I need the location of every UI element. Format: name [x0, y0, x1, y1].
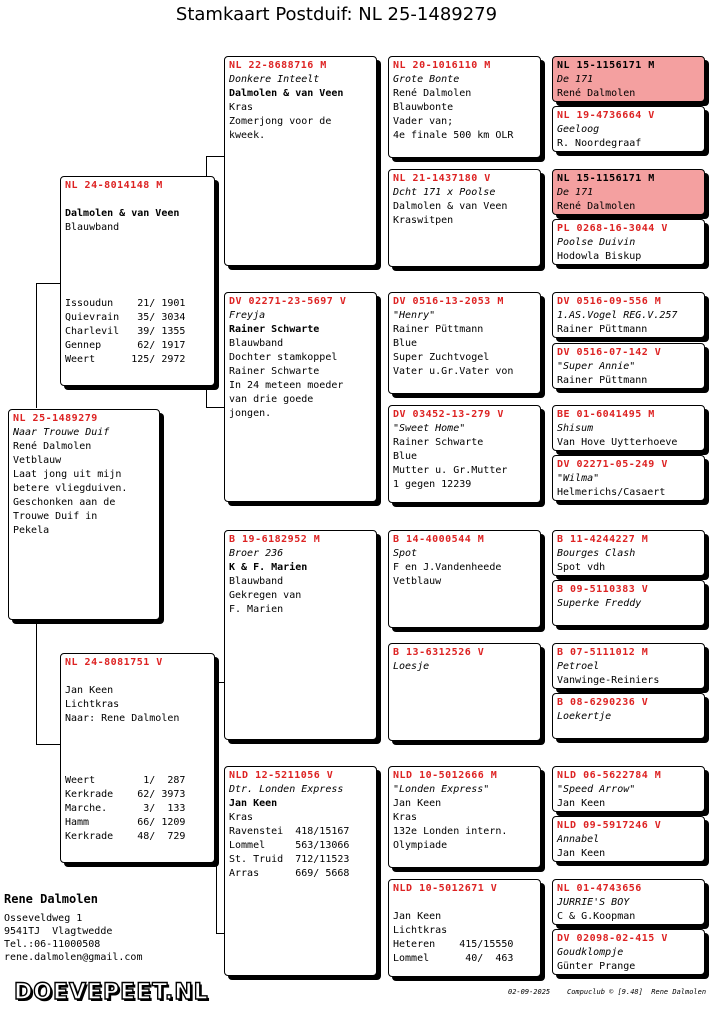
- owner-name: Rene Dalmolen: [4, 892, 98, 906]
- race-result: Hamm 66/ 1209: [65, 817, 186, 828]
- info-line: Vetblauw: [393, 576, 442, 587]
- ring-number: DV 0516-09-556 M: [557, 296, 662, 307]
- info-line: Trouwe Duif in: [13, 511, 98, 522]
- info-line: Lichtkras: [65, 699, 120, 710]
- info-line: Super Zuchtvogel: [393, 352, 490, 363]
- pigeon-name: 1.AS.Vogel REG.V.257: [557, 310, 678, 321]
- ring-number: NLD 09-5917246 V: [557, 820, 662, 831]
- race-result: Marche. 3/ 133: [65, 803, 186, 814]
- info-line: Blue: [393, 451, 418, 462]
- info-line: Dochter stamkoppel: [229, 352, 338, 363]
- info-line: 1 gegen 12239: [393, 479, 472, 490]
- pigeon-name: Shisum: [557, 423, 594, 434]
- ring-number: NL 25-1489279: [13, 413, 98, 424]
- ring-number: NL 20-1016110 M: [393, 60, 491, 71]
- pigeon-name: "Henry": [393, 310, 436, 321]
- breeder: Jan Keen: [557, 798, 606, 809]
- ring-number: DV 02271-05-249 V: [557, 459, 668, 470]
- race-result: Weert 1/ 287: [65, 775, 186, 786]
- owner-info: [4, 892, 142, 964]
- pigeon-name: Dcht 171 x Poolse: [393, 187, 496, 198]
- race-result: Quievrain 35/ 3034: [65, 312, 186, 323]
- owner-email: rene.dalmolen@gmail.com: [4, 952, 143, 963]
- info-line: Gekregen van: [229, 590, 302, 601]
- breeder: Rainer Schwarte: [229, 324, 320, 335]
- ring-number: B 11-4244227 M: [557, 534, 649, 545]
- ring-number: NLD 10-5012666 M: [393, 770, 498, 781]
- race-result: Issoudun 21/ 1901: [65, 298, 186, 309]
- info-line: Laat jong uit mijn: [13, 469, 122, 480]
- ring-number: NL 24-8081751 V: [65, 657, 163, 668]
- info-line: Blauwband: [65, 222, 120, 233]
- gggp-card[interactable]: [552, 929, 705, 975]
- ring-number: B 19-6182952 M: [229, 534, 321, 545]
- info-line: Olympiade: [393, 840, 448, 851]
- gggp-card[interactable]: [552, 219, 705, 265]
- info-line: Geschonken aan de: [13, 497, 116, 508]
- ring-number: NL 15-1156171 M: [557, 60, 655, 71]
- info-line: Blauwbonte: [393, 102, 454, 113]
- breeder: René Dalmolen: [393, 88, 472, 99]
- ring-number: DV 03452-13-279 V: [393, 409, 504, 420]
- race-result: Lommel 40/ 463: [393, 953, 514, 964]
- pigeon-name: "Wilma": [557, 473, 600, 484]
- gggp-card[interactable]: [552, 455, 705, 501]
- great-grandparent-card[interactable]: [388, 292, 541, 394]
- pigeon-name: Broer 236: [229, 548, 284, 559]
- gggp-card[interactable]: [552, 580, 705, 626]
- ring-number: DV 0516-07-142 V: [557, 347, 662, 358]
- ring-number: B 07-5111012 M: [557, 647, 649, 658]
- ring-number: DV 02098-02-415 V: [557, 933, 668, 944]
- info-line: jongen.: [229, 408, 272, 419]
- pigeon-name: Annabel: [557, 834, 600, 845]
- breeder: Jan Keen: [393, 911, 442, 922]
- pigeon-name: "Super Annie": [557, 361, 636, 372]
- breeder: Jan Keen: [229, 798, 278, 809]
- pigeon-name: Superke Freddy: [557, 598, 642, 609]
- info-line: Kras: [393, 812, 418, 823]
- great-grandparent-card[interactable]: [388, 643, 541, 741]
- gggp-card[interactable]: [552, 169, 705, 215]
- ring-number: NL 21-1437180 V: [393, 173, 491, 184]
- pigeon-name: Grote Bonte: [393, 74, 460, 85]
- info-line: Vater u.Gr.Vater von: [393, 366, 514, 377]
- race-result: Ravenstei 418/15167: [229, 826, 350, 837]
- race-result: Kerkrade 48/ 729: [65, 831, 186, 842]
- ring-number: NL 24-8014148 M: [65, 180, 163, 191]
- ring-number: B 14-4000544 M: [393, 534, 485, 545]
- ring-number: BE 01-6041495 M: [557, 409, 655, 420]
- ring-number: NL 15-1156171 M: [557, 173, 655, 184]
- breeder: Rainer Püttmann: [393, 324, 484, 335]
- ring-number: DV 02271-23-5697 V: [229, 296, 347, 307]
- subject-card[interactable]: [8, 409, 160, 620]
- gggp-card[interactable]: [552, 106, 705, 152]
- great-grandparent-card[interactable]: [388, 766, 541, 868]
- breeder: Rainer Püttmann: [557, 375, 648, 386]
- ring-number: NLD 06-5622784 M: [557, 770, 662, 781]
- breeder: K & F. Marien: [229, 562, 308, 573]
- great-grandparent-card[interactable]: [388, 169, 541, 267]
- info-line: kweek.: [229, 130, 266, 141]
- connector: [36, 283, 61, 408]
- pigeon-name: Dtr. Londen Express: [229, 784, 344, 795]
- pigeon-name: Loekertje: [557, 711, 612, 722]
- info-line: 4e finale 500 km OLR: [393, 130, 514, 141]
- info-line: Blue: [393, 338, 418, 349]
- breeder: Jan Keen: [557, 848, 606, 859]
- pigeon-name: "Londen Express": [393, 784, 490, 795]
- gggp-card[interactable]: [552, 405, 705, 451]
- owner-phone: Tel.:06-11000508: [4, 939, 101, 950]
- info-line: Kraswitpen: [393, 215, 454, 226]
- pigeon-name: "Sweet Home": [393, 423, 466, 434]
- mother-card[interactable]: [60, 653, 215, 863]
- ring-number: NLD 12-5211056 V: [229, 770, 334, 781]
- breeder: Günter Prange: [557, 961, 636, 972]
- info-line: betere vliegduiven.: [13, 483, 128, 494]
- ring-number: DV 0516-13-2053 M: [393, 296, 504, 307]
- ring-number: B 09-5110383 V: [557, 584, 649, 595]
- pigeon-name: Donkere Inteelt: [229, 74, 320, 85]
- breeder: Jan Keen: [393, 798, 442, 809]
- breeder: Dalmolen & van Veen: [229, 88, 344, 99]
- breeder: C & G.Koopman: [557, 911, 636, 922]
- info-line: Mutter u. Gr.Mutter: [393, 465, 508, 476]
- info-line: In 24 meteen moeder: [229, 380, 344, 391]
- footer-text: 02-09-2025 Compuclub © [9.48] Rene Dalmolen: [508, 988, 707, 996]
- race-result: Weert 125/ 2972: [65, 354, 186, 365]
- info-line: Blauwband: [229, 338, 284, 349]
- gggp-card[interactable]: [552, 879, 705, 925]
- breeder: Dalmolen & van Veen: [393, 201, 508, 212]
- great-grandparent-card[interactable]: [388, 56, 541, 158]
- gggp-card[interactable]: [552, 816, 705, 862]
- info-line: Naar: Rene Dalmolen: [65, 713, 180, 724]
- race-result: Gennep 62/ 1917: [65, 340, 186, 351]
- breeder: R. Noordegraaf: [557, 138, 642, 149]
- gggp-card[interactable]: [552, 530, 705, 576]
- gggp-card[interactable]: [552, 643, 705, 689]
- pigeon-name: Loesje: [393, 661, 430, 672]
- gggp-card[interactable]: [552, 693, 705, 739]
- pigeon-name: Poolse Duivin: [557, 237, 636, 248]
- grandparent-card[interactable]: [224, 56, 377, 266]
- pigeon-name: JURRIE'S BOY: [557, 897, 630, 908]
- breeder: Vanwinge-Reiniers: [557, 675, 660, 686]
- breeder: F en J.Vandenheede: [393, 562, 502, 573]
- race-result: Charlevil 39/ 1355: [65, 326, 186, 337]
- great-grandparent-card[interactable]: [388, 405, 541, 503]
- race-result: St. Truid 712/11523: [229, 854, 350, 865]
- info-line: Zomerjong voor de: [229, 116, 332, 127]
- info-line: Blauwband: [229, 576, 284, 587]
- breeder: René Dalmolen: [557, 88, 636, 99]
- gggp-card[interactable]: [552, 56, 705, 102]
- ring-number: PL 0268-16-3044 V: [557, 223, 668, 234]
- ring-number: NL 01-4743656: [557, 883, 642, 894]
- pigeon-name: Bourges Clash: [557, 548, 636, 559]
- pigeon-name: De 171: [557, 187, 594, 198]
- breeder: René Dalmolen: [13, 441, 92, 452]
- race-result: Arras 669/ 5668: [229, 868, 350, 879]
- owner-address: Osseveldweg 1: [4, 913, 83, 924]
- info-line: 132e Londen intern.: [393, 826, 508, 837]
- breeder: Helmerichs/Casaert: [557, 487, 666, 498]
- great-grandparent-card[interactable]: [388, 879, 541, 977]
- info-line: Kras: [229, 102, 254, 113]
- gggp-card[interactable]: [552, 343, 705, 389]
- breeder: Van Hove Uytterhoeve: [557, 437, 678, 448]
- pigeon-name: De 171: [557, 74, 594, 85]
- pigeon-name: Spot: [393, 548, 418, 559]
- page-title: Stamkaart Postduif: NL 25-1489279: [175, 4, 498, 25]
- info-line: Kras: [229, 812, 254, 823]
- info-line: Lichtkras: [393, 925, 448, 936]
- great-grandparent-card[interactable]: [388, 530, 541, 628]
- race-result: Heteren 415/15550: [393, 939, 514, 950]
- race-result: Lommel 563/13066: [229, 840, 350, 851]
- pigeon-name: Goudklompje: [557, 947, 624, 958]
- father-card[interactable]: [60, 176, 215, 386]
- info-line: Vetblauw: [13, 455, 62, 466]
- owner-postal: 9541TJ Vlagtwedde: [4, 926, 113, 937]
- breeder: Spot vdh: [557, 562, 606, 573]
- grandparent-card[interactable]: [224, 292, 377, 502]
- pigeon-name: Petroel: [557, 661, 600, 672]
- breeder: Jan Keen: [65, 685, 114, 696]
- brand-logo: DOEVEPEET.NL: [14, 980, 209, 1005]
- ring-number: B 13-6312526 V: [393, 647, 485, 658]
- connector: [36, 620, 61, 745]
- info-line: Rainer Schwarte: [229, 366, 320, 377]
- gggp-card[interactable]: [552, 766, 705, 812]
- gggp-card[interactable]: [552, 292, 705, 338]
- breeder: Dalmolen & van Veen: [65, 208, 180, 219]
- pigeon-name: Geeloog: [557, 124, 600, 135]
- race-result: Kerkrade 62/ 3973: [65, 789, 186, 800]
- pigeon-name: "Speed Arrow": [557, 784, 636, 795]
- info-line: van drie goede: [229, 394, 314, 405]
- breeder: Rainer Schwarte: [393, 437, 484, 448]
- grandparent-card[interactable]: [224, 766, 377, 976]
- ring-number: B 08-6290236 V: [557, 697, 649, 708]
- pigeon-name: Freyja: [229, 310, 266, 321]
- info-line: Pekela: [13, 525, 50, 536]
- breeder: Hodowla Biskup: [557, 251, 642, 262]
- info-line: Vader van;: [393, 116, 454, 127]
- breeder: René Dalmolen: [557, 201, 636, 212]
- breeder: Rainer Püttmann: [557, 324, 648, 335]
- ring-number: NL 22-8688716 M: [229, 60, 327, 71]
- ring-number: NLD 10-5012671 V: [393, 883, 498, 894]
- ring-number: NL 19-4736664 V: [557, 110, 655, 121]
- grandparent-card[interactable]: [224, 530, 377, 740]
- pigeon-name: Naar Trouwe Duif: [13, 427, 110, 438]
- info-line: F. Marien: [229, 604, 284, 615]
